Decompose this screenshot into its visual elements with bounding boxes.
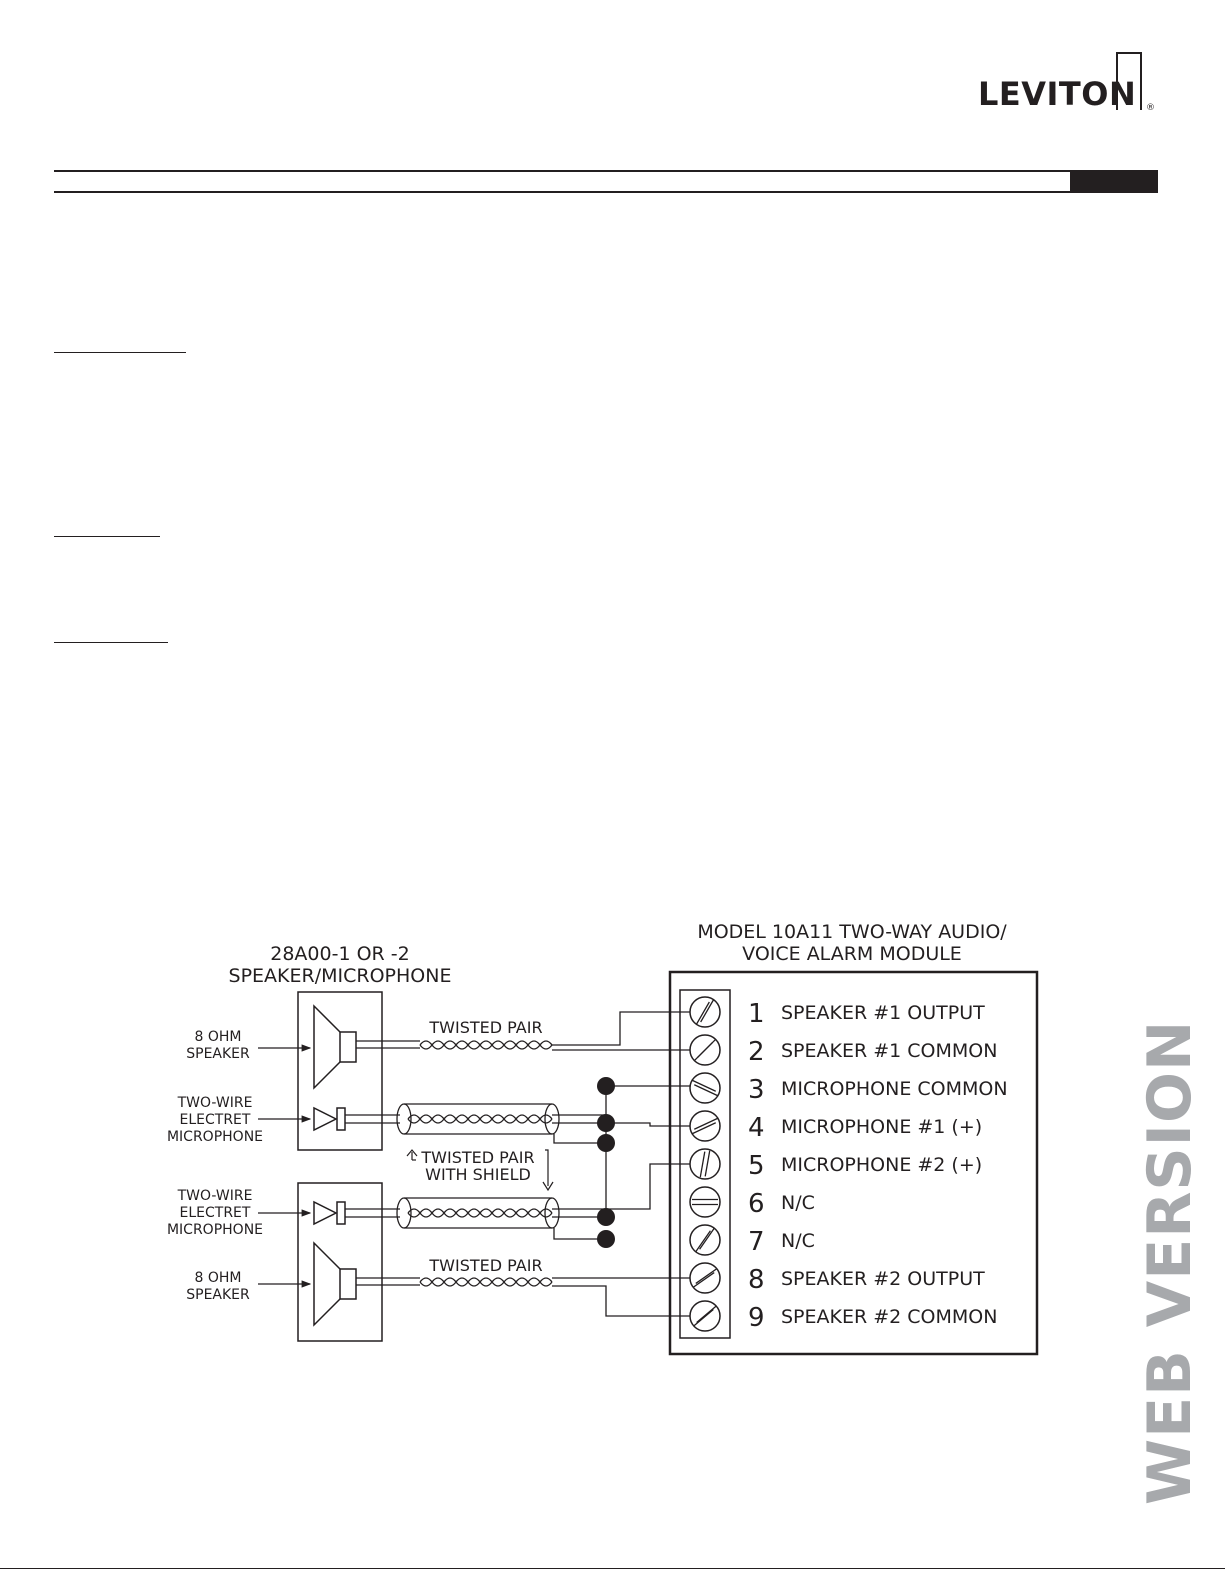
mic2-twisted-pair xyxy=(408,1209,552,1217)
callout-speaker-top-line2: SPEAKER xyxy=(186,1046,250,1062)
junction-dot-2 xyxy=(597,1114,615,1132)
terminal-label-8: SPEAKER #2 OUTPUT xyxy=(781,1268,985,1290)
wiring-diagram-svg xyxy=(150,912,1050,1372)
junction-dot-4 xyxy=(597,1208,615,1226)
terminal-number-2: 2 xyxy=(748,1037,765,1067)
leviton-logo xyxy=(980,52,1170,122)
terminal-number-8: 8 xyxy=(748,1265,765,1295)
right-title-line2: VOICE ALARM MODULE xyxy=(742,943,962,965)
header-rule xyxy=(54,170,1070,193)
speaker2-twisted-pair xyxy=(420,1278,552,1286)
terminal-label-1: SPEAKER #1 OUTPUT xyxy=(781,1002,985,1024)
terminal-screw-5 xyxy=(690,1149,720,1179)
terminal-screw-8 xyxy=(690,1263,720,1293)
section-heading-rule-2 xyxy=(54,536,160,537)
terminal-screw-2 xyxy=(690,1035,720,1065)
terminal-number-4: 4 xyxy=(748,1113,765,1143)
terminal-number-1: 1 xyxy=(748,999,765,1029)
left-title-line1: 28A00-1 OR -2 xyxy=(270,943,410,965)
terminal-label-7: N/C xyxy=(781,1230,815,1252)
terminal-number-6: 6 xyxy=(748,1189,765,1219)
left-title-line2: SPEAKER/MICROPHONE xyxy=(228,965,452,987)
shield-end-mic2-left xyxy=(397,1198,411,1228)
terminal-number-7: 7 xyxy=(748,1227,765,1257)
section-heading-rule-1 xyxy=(54,352,186,353)
junction-dot-5 xyxy=(597,1230,615,1248)
speaker2-leads xyxy=(356,1278,420,1285)
callout-mic-bottom-line3: MICROPHONE xyxy=(166,1222,264,1238)
section-heading-rule-3 xyxy=(54,642,168,643)
web-version-watermark: WEB VERSION xyxy=(1135,1019,1205,1505)
callout-speaker-bottom-line2: SPEAKER xyxy=(186,1287,250,1303)
shield-end-mic1-left xyxy=(397,1104,411,1134)
label-twisted-pair-top: TWISTED PAIR xyxy=(429,1018,543,1037)
wiring-diagram xyxy=(150,912,1050,1372)
callout-mic-top-line2: ELECTRET xyxy=(179,1112,251,1128)
speaker-icon-top xyxy=(314,1006,356,1088)
microphone-icon-top xyxy=(314,1108,345,1130)
logo-text: LEVITON xyxy=(978,75,1137,113)
mic1-leads xyxy=(345,1115,400,1123)
right-title-line1: MODEL 10A11 TWO-WAY AUDIO/ xyxy=(697,921,1007,943)
mic2-leads xyxy=(345,1209,400,1217)
label-shield-line1: TWISTED PAIR xyxy=(421,1148,535,1167)
junction-dot-1 xyxy=(597,1077,615,1095)
terminal-screw-4 xyxy=(690,1111,720,1141)
terminal-label-2: SPEAKER #1 COMMON xyxy=(781,1040,998,1062)
speaker1-twisted-pair xyxy=(420,1041,552,1049)
terminal-number-5: 5 xyxy=(748,1151,765,1181)
terminal-screw-3 xyxy=(690,1073,720,1103)
footer-rule xyxy=(0,1568,1225,1569)
terminal-label-4: MICROPHONE #1 (+) xyxy=(781,1116,983,1138)
terminal-label-9: SPEAKER #2 COMMON xyxy=(781,1306,998,1328)
speaker-mic-unit-1 xyxy=(298,992,382,1150)
terminal-screw-9 xyxy=(690,1301,720,1331)
terminal-number-9: 9 xyxy=(748,1303,765,1333)
speaker-mic-unit-2 xyxy=(298,1183,382,1341)
callout-speaker-bottom-line1: 8 OHM xyxy=(194,1270,242,1286)
terminal-label-5: MICROPHONE #2 (+) xyxy=(781,1154,983,1176)
header-block xyxy=(1070,170,1158,193)
callout-mic-bottom-line2: ELECTRET xyxy=(179,1205,251,1221)
terminal-label-3: MICROPHONE COMMON xyxy=(781,1078,1008,1100)
shield-mic2 xyxy=(404,1198,552,1228)
junction-dot-3 xyxy=(597,1134,615,1152)
callout-mic-top-line3: MICROPHONE xyxy=(166,1129,264,1145)
speaker1-leads xyxy=(356,1041,420,1048)
registered-mark: ® xyxy=(1146,103,1155,113)
label-twisted-pair-bottom: TWISTED PAIR xyxy=(429,1256,543,1275)
terminal-screw-1 xyxy=(690,997,720,1027)
label-shield-line2: WITH SHIELD xyxy=(425,1165,531,1184)
terminal-label-6: N/C xyxy=(781,1192,815,1214)
terminal-screws xyxy=(690,997,720,1331)
callout-speaker-top-line1: 8 OHM xyxy=(194,1029,242,1045)
terminal-screw-7 xyxy=(690,1225,720,1255)
callout-mic-bottom-line1: TWO-WIRE xyxy=(177,1188,253,1204)
terminal-screw-6 xyxy=(690,1187,720,1217)
mic1-twisted-pair xyxy=(408,1115,552,1123)
callout-mic-top-line1: TWO-WIRE xyxy=(177,1095,253,1111)
shield-mic1 xyxy=(404,1104,552,1134)
terminal-labels xyxy=(748,999,1008,1333)
microphone-icon-bottom xyxy=(314,1202,345,1224)
terminal-number-3: 3 xyxy=(748,1075,765,1105)
speaker-icon-bottom xyxy=(314,1243,356,1325)
